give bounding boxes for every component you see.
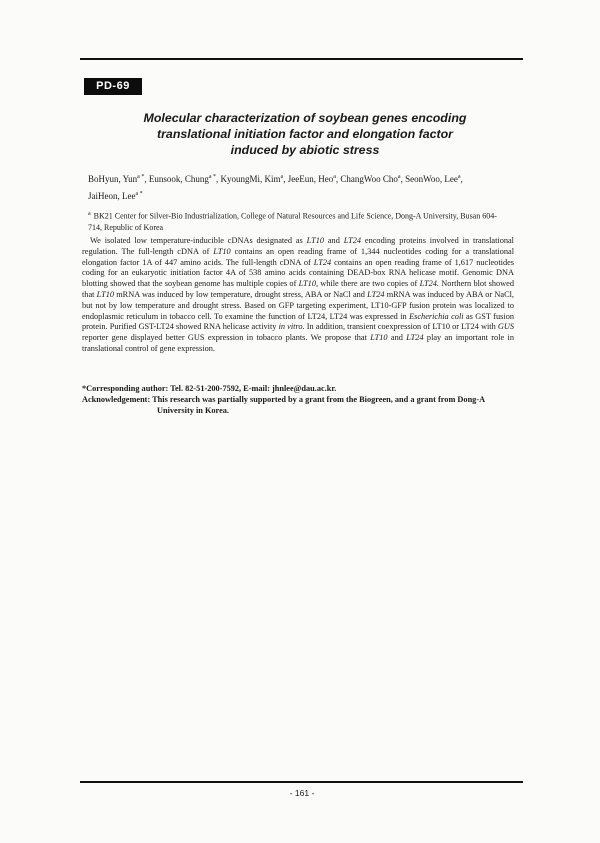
author-superscript: a * <box>135 191 143 197</box>
gene-name: LT24 <box>367 289 385 299</box>
gene-name: LT10 <box>370 333 388 343</box>
abstract-text: contains an open reading frame of 1,617 nucleotides coding for an eukaryotic initiation factor 4A of 538 amino acids containing DEAD-box RNA helicase motif. Genomic DNA blotting showed that the soybean genome has multiple copies of <box>82 257 515 289</box>
abstract-text: and <box>324 236 344 245</box>
title-line-2: translational initiation factor and elongation factor <box>156 127 454 141</box>
abstract-text: contains an open reading frame of 1,344 nucleotides coding for a translational elongation factor 1A of 447 amino acids. The full-length cDNA of <box>82 246 514 267</box>
acknowledgement <box>82 395 522 416</box>
gene-name: LT24 <box>406 333 424 343</box>
abstract-text: while there are two copies of <box>318 279 420 289</box>
author-name: , JeeEun, Heo <box>283 174 334 184</box>
author-line-2 <box>88 187 508 204</box>
species-name: Escherichia coli <box>409 311 464 321</box>
author-superscript: a <box>333 174 336 180</box>
abstract-text: Northern blot showed that <box>82 279 514 299</box>
author-superscript: a * <box>137 174 145 180</box>
acknowledgement-line-1: Acknowledgement: This research was partially supported by a grant from the Biogreen, and a grant from Dong-A <box>82 395 486 404</box>
author-name: , ChangWoo Cho <box>335 174 398 184</box>
abstract-text: play an important role in translational control of gene expression. <box>82 333 514 353</box>
author-superscript: a * <box>208 174 217 180</box>
latin-term: in vitro <box>278 322 303 332</box>
author-superscript: a <box>397 174 401 180</box>
author-separator: , <box>460 174 463 184</box>
abstract-text: . In addition, transient coexpression of LT10 or LT24 with <box>302 322 498 332</box>
abstract-text: We isolated low temperature-inducible cDNAs designated as <box>90 236 307 245</box>
page-number: - 161 - <box>289 788 315 798</box>
affiliation-text: BK21 Center for Silver-Bio Industrialization, College of Natural Resources and Life Science, Dong-A University, Busan 604-714, Republic of Korea <box>88 211 497 233</box>
author-list <box>88 170 508 204</box>
abstract-text: mRNA was induced by ABA or NaCl, but not by low temperature and drought stress. Based on GFP targeting experiment, LT10-GFP fusion protein was localized to endoplasmic reticulum in tobacco cell. To examine the function of LT24, LT24 was expressed in <box>82 289 514 321</box>
author-line-1 <box>88 170 508 187</box>
abstract-body <box>82 236 514 355</box>
gene-name: LT24 <box>313 257 332 267</box>
author-name: BoHyun, Yun <box>88 174 138 184</box>
title-line-3: induced by abiotic stress <box>230 143 380 157</box>
affiliation-marker: a <box>88 211 91 217</box>
gene-name: LT10 <box>213 246 231 256</box>
author-superscript: a <box>457 174 461 180</box>
corresponding-author: *Corresponding author: Tel. 82-51-200-7592, E-mail: jhnlee@dau.ac.kr. <box>82 384 337 393</box>
author-name: JaiHeon, Lee <box>88 191 136 201</box>
poster-id-badge: PD-69 <box>84 78 142 95</box>
paper-title <box>95 110 515 158</box>
gene-name: LT24. <box>419 279 439 289</box>
abstract-text: as GST fusion protein. Purified GST-LT24 showed RNA helicase activity <box>82 311 514 332</box>
author-superscript: a <box>280 174 284 180</box>
gene-name: LT10 <box>306 236 324 245</box>
gene-name: GUS <box>497 322 514 332</box>
acknowledgement-line-2: University in Korea. <box>157 405 229 415</box>
affiliation <box>88 209 508 234</box>
author-name: , KyoungMi, Kim <box>216 174 281 184</box>
abstract-text: and <box>387 333 407 343</box>
top-rule <box>80 58 523 60</box>
gene-name: LT10, <box>298 279 319 289</box>
abstract-text: encoding proteins involved in translational regulation. The full-length cDNA of <box>82 236 514 256</box>
gene-name: LT24 <box>343 236 362 245</box>
author-name: , SeonWoo, Lee <box>400 174 458 184</box>
author-name: , Eunsook, Chung <box>144 174 209 184</box>
abstract-text: reporter gene displayed better GUS expression in tobacco plants. We propose that <box>82 333 371 343</box>
abstract-text: mRNA was induced by low temperature, drought stress, ABA or NaCl and <box>114 289 368 299</box>
gene-name: LT10 <box>96 289 115 299</box>
title-line-1: Molecular characterization of soybean genes encoding <box>143 111 467 125</box>
bottom-rule <box>80 781 523 783</box>
